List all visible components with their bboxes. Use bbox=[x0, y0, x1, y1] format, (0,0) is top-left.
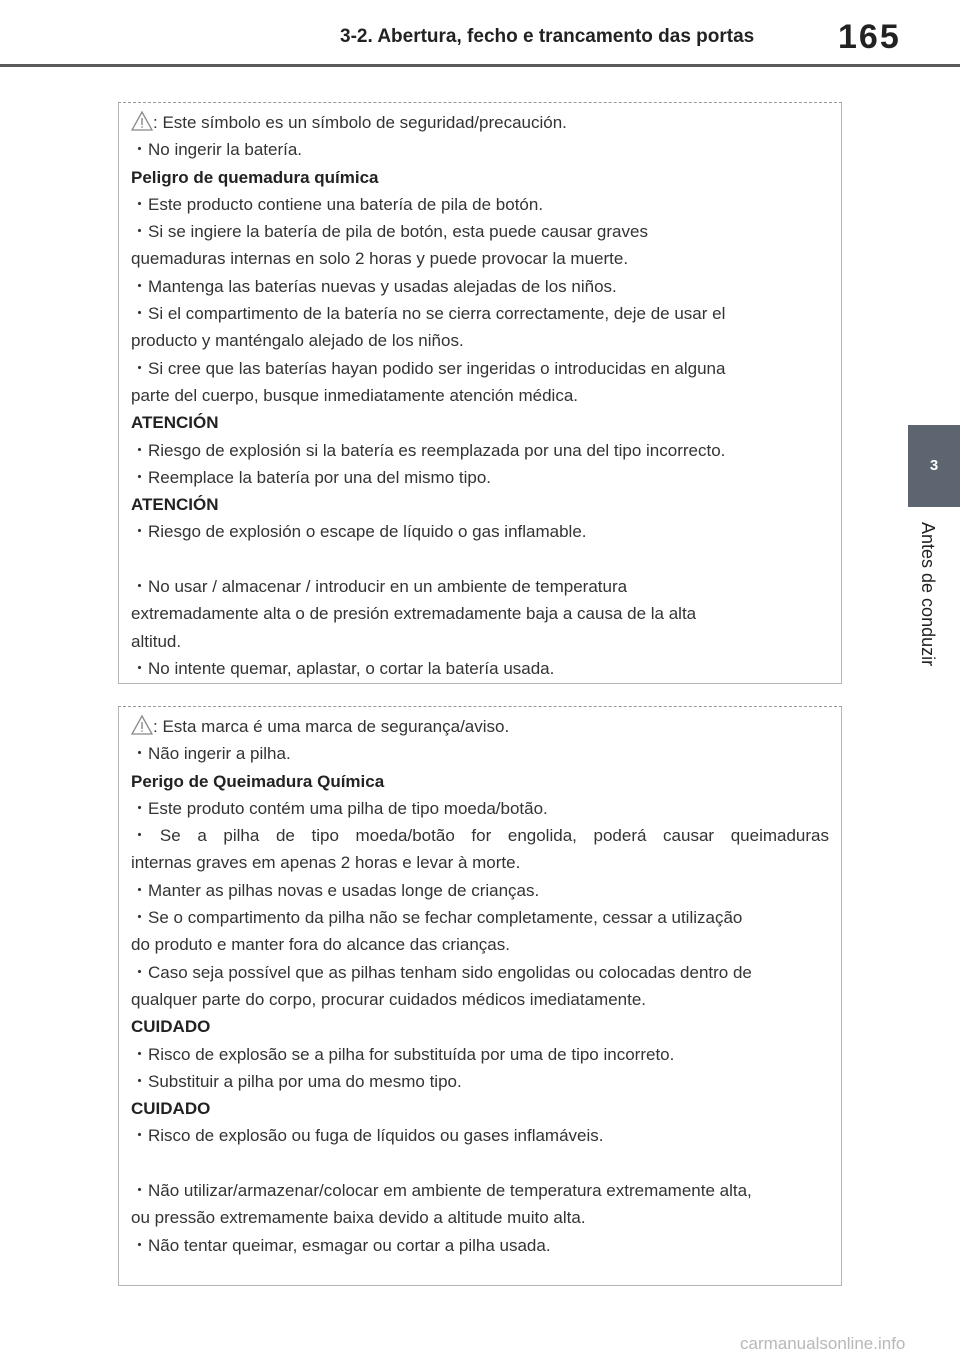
text-line: quemaduras internas en solo 2 horas y puede provocar la muerte. bbox=[131, 249, 629, 269]
text-line: ・Si el compartimento de la batería no se cierra correctamente, deje de usar el bbox=[131, 304, 726, 324]
section-heading: Perigo de Queimadura Química bbox=[131, 771, 385, 791]
watermark: carmanualsonline.info bbox=[740, 1334, 906, 1353]
page-header bbox=[0, 0, 960, 66]
text-line: ・Si se ingiere la batería de pila de botón, esta puede causar graves bbox=[131, 222, 648, 242]
section-heading: CUIDADO bbox=[131, 1099, 211, 1119]
text-line: ・No intente quemar, aplastar, o cortar la batería usada. bbox=[131, 658, 555, 678]
text-line: qualquer parte do corpo, procurar cuidados médicos imediatamente. bbox=[131, 989, 647, 1009]
header-divider bbox=[0, 64, 960, 67]
spacer bbox=[131, 1150, 829, 1177]
text-line: ・Se a pilha de tipo moeda/botão for engolida, poderá causar queimaduras bbox=[131, 826, 829, 846]
text-line: ・Não ingerir a pilha. bbox=[131, 744, 291, 764]
page-number: 165 bbox=[838, 18, 901, 56]
section-heading: Peligro de quemadura química bbox=[131, 167, 379, 187]
text-line: ・Se o compartimento da pilha não se fechar completamente, cessar a utilização bbox=[131, 908, 743, 928]
text-line: ・Não utilizar/armazenar/colocar em ambiente de temperatura extremamente alta, bbox=[131, 1181, 752, 1201]
text-line: ・Riesgo de explosión o escape de líquido o gas inflamable. bbox=[131, 522, 587, 542]
text-line: ・Reemplace la batería por una del mismo tipo. bbox=[131, 467, 492, 487]
warning-triangle-icon bbox=[131, 715, 153, 735]
text-line: ・Este produto contém uma pilha de tipo moeda/botão. bbox=[131, 798, 548, 818]
text-line: ・Manter as pilhas novas e usadas longe de crianças. bbox=[131, 880, 540, 900]
text-line: ou pressão extremamente baixa devido a altitude muito alta. bbox=[131, 1208, 586, 1228]
warning-triangle-icon bbox=[131, 111, 153, 131]
warning-symbol-line: : Este símbolo es un símbolo de seguridad/precaución. bbox=[131, 109, 829, 136]
text-line: parte del cuerpo, busque inmediatamente atención médica. bbox=[131, 385, 579, 405]
text-line: extremadamente alta o de presión extremadamente baja a causa de la alta bbox=[131, 604, 697, 624]
text-line: ・Caso seja possível que as pilhas tenham sido engolidas ou colocadas dentro de bbox=[131, 962, 752, 982]
warning-symbol-line: : Esta marca é uma marca de segurança/aviso. bbox=[131, 713, 829, 740]
warning-box-spanish bbox=[118, 102, 842, 684]
section-heading: CUIDADO bbox=[131, 1017, 211, 1037]
text-line: altitud. bbox=[131, 631, 182, 651]
text-line: internas graves em apenas 2 horas e levar à morte. bbox=[131, 853, 521, 873]
section-title: 3-2. Abertura, fecho e trancamento das portas bbox=[340, 26, 755, 47]
chapter-tab[interactable]: 3 bbox=[908, 425, 960, 507]
text-line: ・Substituir a pilha por uma do mesmo tipo. bbox=[131, 1071, 462, 1091]
section-heading: ATENCIÓN bbox=[131, 495, 219, 515]
chapter-label: Antes de conduzir bbox=[918, 522, 938, 667]
text-line: ・Não tentar queimar, esmagar ou cortar a pilha usada. bbox=[131, 1235, 551, 1255]
text-line: ・Si cree que las baterías hayan podido ser ingeridas o introducidas en alguna bbox=[131, 358, 726, 378]
warning-box-portuguese bbox=[118, 706, 842, 1286]
text-line: ・Riesgo de explosión si la batería es reemplazada por una del tipo incorrecto. bbox=[131, 440, 726, 460]
text-line: ・Este producto contiene una batería de pila de botón. bbox=[131, 194, 544, 214]
text-line: ・Mantenga las baterías nuevas y usadas alejadas de los niños. bbox=[131, 276, 617, 296]
text-line: ・Risco de explosão ou fuga de líquidos ou gases inflamáveis. bbox=[131, 1126, 604, 1146]
text-line: ・No ingerir la batería. bbox=[131, 140, 303, 160]
section-heading: ATENCIÓN bbox=[131, 413, 219, 433]
text-line: do produto e manter fora do alcance das crianças. bbox=[131, 935, 510, 955]
spacer bbox=[131, 546, 829, 573]
text-line: ・Risco de explosão se a pilha for substituída por uma de tipo incorreto. bbox=[131, 1044, 675, 1064]
text-line: producto y manténgalo alejado de los niños. bbox=[131, 331, 464, 351]
text-line: ・No usar / almacenar / introducir en un ambiente de temperatura bbox=[131, 577, 628, 597]
